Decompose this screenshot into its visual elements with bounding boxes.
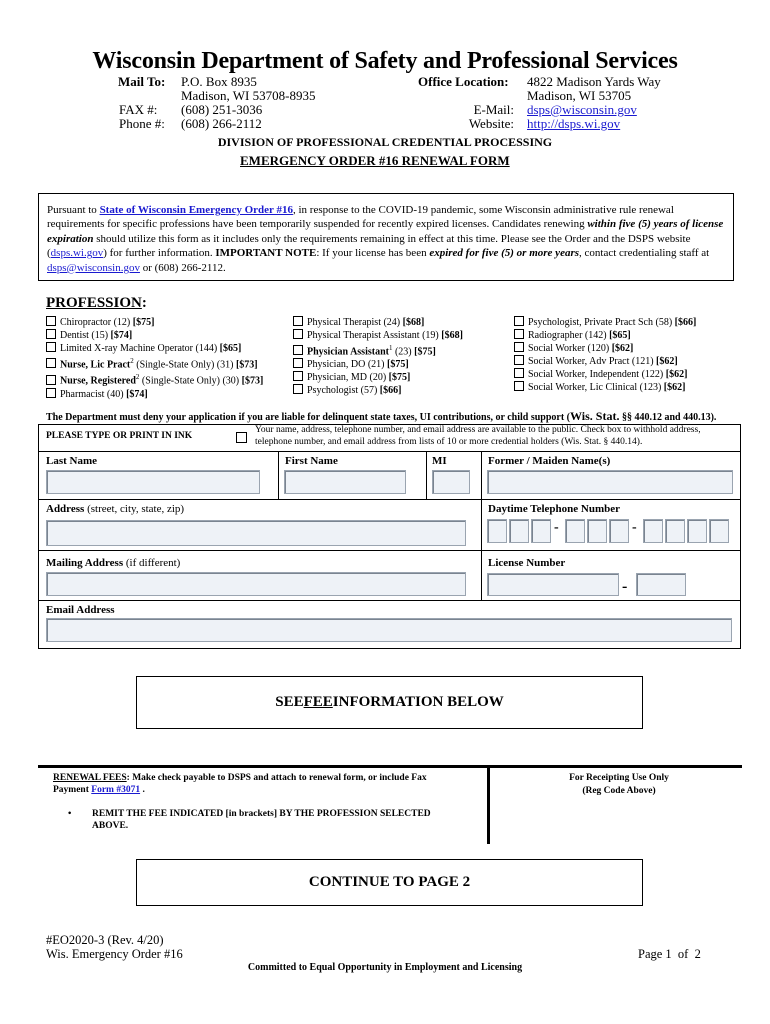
profession-checkbox[interactable]	[514, 368, 524, 378]
phone-label-field: Daytime Telephone Number	[488, 503, 620, 515]
profession-checkbox[interactable]	[293, 329, 303, 339]
profession-option	[293, 342, 463, 358]
profession-name: Physical Therapist (24)	[307, 317, 403, 328]
profession-fee: [$75]	[414, 346, 436, 358]
profession-detail: (Single-State Only) (30)	[139, 375, 242, 387]
profession-name: Social Worker, Independent (122)	[528, 369, 666, 380]
phone-digit-box[interactable]	[709, 519, 729, 543]
withhold-info-checkbox[interactable]	[236, 432, 247, 443]
fax-value: (608) 251-3036	[181, 102, 263, 117]
profession-option	[293, 329, 463, 342]
profession-fee: [$62]	[663, 382, 686, 393]
office-line1: 4822 Madison Yards Way	[527, 74, 661, 89]
profession-checkbox[interactable]	[46, 342, 56, 352]
profession-footnote: 2	[130, 357, 134, 365]
emergency-order-ref: Wis. Emergency Order #16	[46, 947, 183, 961]
profession-fee: [$62]	[656, 356, 678, 367]
license-suffix-input[interactable]	[636, 573, 686, 596]
profession-name: Physician, DO (21)	[307, 359, 387, 371]
profession-option	[514, 329, 696, 342]
page-title: Wisconsin Department of Safety and Professional Services	[92, 48, 678, 74]
form-number: #EO2020-3 (Rev. 4/20)	[46, 933, 164, 947]
mail-to-line1: P.O. Box 8935	[181, 74, 257, 89]
phone-digit-box[interactable]	[509, 519, 529, 543]
receipting-label-1: For Receipting Use Only	[569, 773, 669, 783]
profession-fee: [$74]	[110, 330, 133, 341]
daytime-phone-input[interactable]	[487, 519, 737, 545]
fax-label: FAX #:	[119, 102, 158, 117]
profession-name: Radiographer (142)	[528, 330, 610, 341]
contact-email-link[interactable]: dsps@wisconsin.gov	[47, 261, 140, 274]
mail-to-label: Mail To:	[118, 74, 166, 89]
phone-separator: -	[632, 520, 637, 535]
website-label: Website:	[468, 116, 514, 131]
emergency-order-link[interactable]: State of Wisconsin Emergency Order #16	[99, 204, 293, 216]
profession-fee: [$75]	[388, 372, 411, 384]
profession-option	[514, 381, 696, 394]
profession-option	[46, 388, 263, 401]
phone-label: Phone #:	[119, 116, 165, 131]
profession-fee: [$62]	[665, 369, 688, 380]
profession-name: Limited X-ray Machine Operator (144)	[60, 343, 220, 354]
mailing-address-label: Mailing Address (if different)	[46, 557, 181, 569]
phone-separator: -	[554, 520, 559, 535]
profession-footnote: 1	[388, 344, 393, 352]
office-label: Office Location:	[418, 74, 509, 89]
office-line2: Madison, WI 53705	[527, 88, 632, 103]
profession-detail: (23)	[392, 346, 415, 358]
phone-digit-box[interactable]	[531, 519, 551, 543]
profession-fee: [$73]	[241, 375, 264, 387]
renewal-bullet: • REMIT THE FEE INDICATED [in brackets] BY THE PROFESSION SELECTED ABOVE.	[68, 809, 431, 831]
profession-name: Nurse, Lic Pract	[60, 359, 131, 371]
profession-name: Nurse, Registered	[60, 375, 136, 387]
email-address-input[interactable]	[46, 618, 732, 642]
profession-checkbox[interactable]	[293, 358, 303, 368]
profession-fee: [$73]	[235, 359, 258, 371]
phone-digit-box[interactable]	[643, 519, 663, 543]
last-name-input[interactable]	[46, 470, 260, 494]
phone-digit-box[interactable]	[687, 519, 707, 543]
phone-digit-box[interactable]	[565, 519, 585, 543]
intro-text-1: Pursuant to	[47, 204, 100, 216]
type-print-label: PLEASE TYPE OR PRINT IN INK	[46, 431, 193, 441]
profession-checkbox[interactable]	[46, 388, 56, 398]
profession-option	[46, 342, 263, 355]
profession-checkbox[interactable]	[514, 316, 524, 326]
profession-column-1	[46, 316, 263, 401]
profession-fee: [$75]	[132, 317, 155, 328]
former-name-input[interactable]	[487, 470, 733, 494]
profession-footnote: 2	[135, 373, 140, 382]
continue-to-page-2-box: CONTINUE TO PAGE 2	[136, 859, 643, 906]
profession-heading: PROFESSION:	[46, 295, 147, 311]
receipting-label-2: (Reg Code Above)	[582, 786, 656, 796]
intro-text-6: , contact credentialing staff at	[579, 247, 710, 260]
intro-text-7: or (608) 266-2112.	[139, 261, 226, 274]
profession-column-2	[293, 316, 463, 397]
profession-detail: (Single-State Only) (31)	[133, 359, 236, 371]
profession-fee: [$75]	[387, 359, 409, 371]
profession-fee: [$65]	[609, 330, 631, 341]
profession-name: Social Worker (120)	[528, 343, 612, 354]
profession-option	[293, 371, 463, 384]
profession-fee: [$65]	[219, 343, 242, 354]
profession-name: Pharmacist (40)	[60, 388, 127, 400]
email-label: E-Mail:	[473, 102, 514, 117]
intro-text-4: ) for further information.	[103, 247, 216, 260]
profession-option	[293, 316, 463, 329]
profession-name: Chiropractor (12)	[60, 317, 133, 328]
profession-checkbox[interactable]	[514, 329, 524, 339]
former-name-label: Former / Maiden Name(s)	[488, 455, 611, 467]
phone-value: (608) 266-2112	[181, 116, 262, 131]
dsps-website-link[interactable]: dsps.wi.gov	[50, 247, 104, 260]
profession-option	[46, 355, 263, 371]
intro-box	[38, 193, 734, 281]
page-number: Page 1 of 2	[638, 947, 701, 961]
privacy-notice: Your name, address, telephone number, and email address are available to the public. Check box to withhold address, telephone number, and email address from lists of 10 or more credential holders (Wis. Stat. § 440.14).	[255, 425, 701, 447]
division-heading: DIVISION OF PROFESSIONAL CREDENTIAL PROCESSING	[217, 135, 553, 149]
license-number-input[interactable]	[487, 573, 619, 596]
profession-name: Dentist (15)	[60, 330, 111, 341]
profession-fee: [$66]	[674, 317, 697, 328]
important-note: IMPORTANT NOTE	[215, 247, 317, 260]
license-dash: -	[622, 578, 628, 595]
phone-digit-box[interactable]	[609, 519, 629, 543]
profession-checkbox[interactable]	[293, 384, 303, 394]
email-link[interactable]: dsps@wisconsin.gov	[527, 102, 637, 117]
profession-option	[293, 358, 463, 371]
profession-option	[46, 316, 263, 329]
profession-checkbox[interactable]	[46, 329, 56, 339]
intro-text-2: , in response to the COVID-19 pandemic, some Wisconsin administrative rule renewal requirements for specific professions have been temporarily suspended for recently expired licenses. Candidates renewing	[47, 204, 674, 231]
email-address-label: Email Address	[46, 604, 115, 616]
intro-text-3: should utilize this form as it includes only the requirements remaining in effect at this time. Please see the Order and the DSPS website (	[47, 232, 691, 260]
mi-label: MI	[432, 455, 447, 467]
intro-emphasis-1: within five (5) years of license expiration	[47, 218, 724, 245]
license-number-label: License Number	[488, 557, 566, 569]
profession-name: Psychologist (57)	[307, 385, 380, 397]
mailing-address-input[interactable]	[46, 572, 466, 596]
profession-option	[293, 384, 463, 397]
profession-checkbox[interactable]	[46, 375, 56, 385]
mi-input[interactable]	[432, 470, 470, 494]
website-link[interactable]: http://dsps.wi.gov	[527, 116, 621, 131]
intro-emphasis-2: expired for five (5) or more years	[429, 247, 580, 260]
profession-checkbox[interactable]	[514, 355, 524, 365]
address-input[interactable]	[46, 520, 466, 546]
profession-option	[46, 329, 263, 342]
profession-checkbox[interactable]	[514, 342, 524, 352]
profession-option	[514, 368, 696, 381]
profession-checkbox[interactable]	[293, 345, 303, 355]
phone-digit-box[interactable]	[587, 519, 607, 543]
profession-option	[514, 316, 696, 329]
profession-fee: [$68]	[402, 317, 425, 328]
profession-name: Physician Assistant	[307, 346, 389, 358]
profession-name: Social Worker, Lic Clinical (123)	[528, 382, 664, 393]
profession-name: Social Worker, Adv Pract (121)	[528, 356, 657, 367]
profession-option	[46, 371, 263, 387]
intro-text-5: : If your license has been	[316, 247, 430, 260]
mail-to-line2: Madison, WI 53708-8935	[181, 88, 316, 103]
renewal-fees-text: RENEWAL FEES: Make check payable to DSPS and attach to renewal form, or include Fax Payment Form #3071 .	[53, 773, 427, 795]
deny-notice: The Department must deny your application if you are liable for delinquent state taxes, UI contributions, or child support (Wis. Stat. §§ 440.12 and 440.13).	[46, 409, 717, 423]
profession-option	[514, 355, 696, 368]
profession-checkbox[interactable]	[46, 358, 56, 368]
first-name-input[interactable]	[284, 470, 406, 494]
phone-digit-box[interactable]	[487, 519, 507, 543]
form-3071-link[interactable]: Form #3071	[91, 785, 141, 795]
see-fee-info-box: SEE FEE INFORMATION BELOW	[136, 676, 643, 729]
profession-column-3	[514, 316, 696, 394]
profession-checkbox[interactable]	[514, 381, 524, 391]
form-title: EMERGENCY ORDER #16 RENEWAL FORM	[240, 153, 510, 168]
profession-checkbox[interactable]	[46, 316, 56, 326]
profession-name: Physician, MD (20)	[307, 372, 389, 384]
address-label: Address (street, city, state, zip)	[46, 503, 185, 515]
first-name-label: First Name	[285, 455, 338, 467]
profession-name: Physical Therapist Assistant (19)	[307, 330, 442, 341]
last-name-label: Last Name	[46, 455, 98, 467]
profession-fee: [$68]	[441, 330, 463, 341]
profession-checkbox[interactable]	[293, 316, 303, 326]
profession-fee: [$66]	[379, 385, 402, 397]
equal-opportunity: Committed to Equal Opportunity in Employment and Licensing	[247, 962, 523, 973]
profession-fee: [$62]	[611, 343, 634, 354]
phone-digit-box[interactable]	[665, 519, 685, 543]
profession-fee: [$74]	[126, 388, 148, 400]
profession-checkbox[interactable]	[293, 371, 303, 381]
profession-name: Psychologist, Private Pract Sch (58)	[528, 317, 675, 328]
profession-option	[514, 342, 696, 355]
